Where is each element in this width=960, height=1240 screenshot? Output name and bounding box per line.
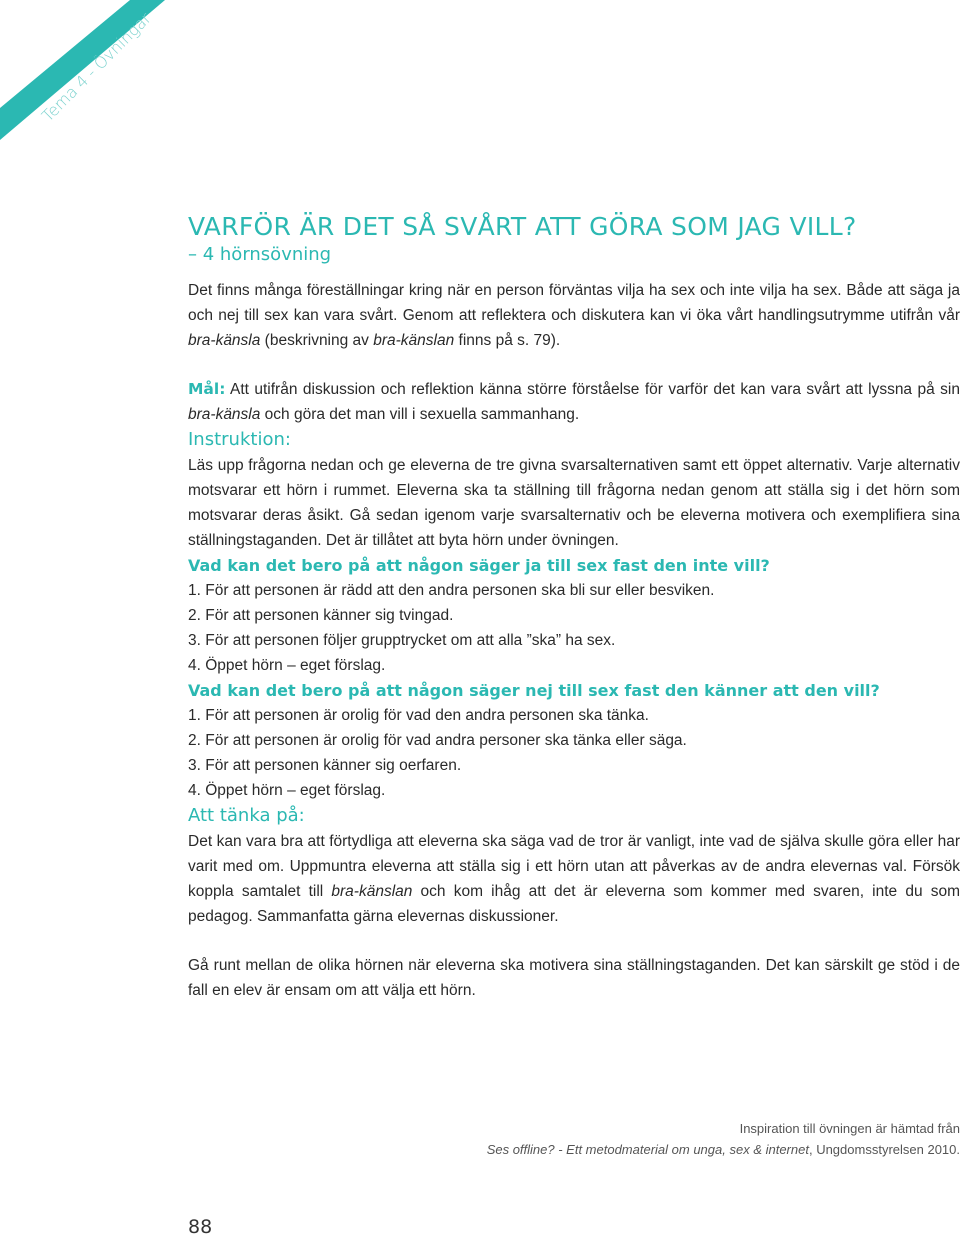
corner-decoration [0, 0, 200, 150]
question-1: Vad kan det bero på att någon säger ja till sex fast den inte vill? [188, 556, 770, 575]
goal-paragraph [188, 377, 960, 427]
goal-text-2: och göra det man vill i sexuella sammanhang. [260, 406, 580, 423]
goal-em-1: bra-känsla [188, 406, 261, 423]
instruction-paragraph: Läs upp frågorna nedan och ge eleverna de tre givna svarsalternativen samt ett öppet alternativ. Varje alternativ motsvarar ett hörn i rummet. Eleverna ska ta ställning till frågorna nedan genom att ställa sig i det hörn som motsvarar deras åsikt. Gå sedan igenom varje svarsalternativ och be eleverna motivera och exemplifiera sina ställningstaganden. Det är tillåtet att byta hörn under övningen. [188, 457, 960, 549]
reflect-paragraph-1 [188, 829, 960, 929]
question-2: Vad kan det bero på att någon säger nej till sex fast den känner att den vill? [188, 681, 880, 700]
goal-text-1: Att utifrån diskussion och reflektion känna större förståelse för varför det kan vara svårt att lyssna på sin [225, 381, 960, 398]
credit-rest: , Ungdomsstyrelsen 2010. [808, 1142, 960, 1157]
intro-text-3: finns på s. 79). [454, 332, 561, 349]
page-number: 88 [188, 1216, 213, 1238]
reflect-paragraph-2: Gå runt mellan de olika hörnen när eleverna ska motivera sina ställningstaganden. Det kan särskilt ge stöd i de fall en elev är ensam om att välja ett hörn. [188, 957, 960, 999]
instruction-heading: Instruktion: [188, 429, 291, 450]
option-item: 4. Öppet hörn – eget förslag. [188, 782, 386, 799]
reflect-text-2: och kom ihåg att det är eleverna som kommer med svaren, inte du som pedagog. Sammanfatta gärna elevernas diskussioner. [188, 883, 960, 925]
page-subtitle: – 4 hörnsövning [188, 244, 332, 265]
intro-em-2: bra-känslan [373, 332, 455, 349]
reflect-heading: Att tänka på: [188, 805, 305, 826]
corner-label: Tema 4 - Övningar [38, 8, 155, 126]
question-2-options [188, 703, 960, 803]
option-item: 1. För att personen är orolig för vad den andra personen ska tänka. [188, 707, 649, 724]
page-title: VARFÖR ÄR DET SÅ SVÅRT ATT GÖRA SOM JAG VILL? [188, 212, 857, 241]
credit-line-2 [487, 1139, 960, 1160]
intro-text-2: (beskrivning av [260, 332, 374, 349]
option-item: 4. Öppet hörn – eget förslag. [188, 657, 386, 674]
option-item: 1. För att personen är rädd att den andra personen ska bli sur eller besviken. [188, 582, 715, 599]
option-item: 3. För att personen följer grupptrycket om att alla ”ska” ha sex. [188, 632, 616, 649]
intro-paragraph [188, 278, 960, 353]
goal-label: Mål: [188, 380, 226, 398]
reflect-text-1: Det kan vara bra att förtydliga att eleverna ska säga vad de tror är vanligt, inte vad de själva skulle göra eller har varit med om. Uppmuntra eleverna att ställa sig i ett hörn utan att påverkas av de andra elevernas val. Försök koppla samtalet till [188, 833, 960, 900]
main-content [188, 212, 960, 1003]
reflect-em: bra-känslan [331, 883, 413, 900]
option-item: 3. För att personen känner sig oerfaren. [188, 757, 462, 774]
intro-em-1: bra-känsla [188, 332, 261, 349]
credit-line-1: Inspiration till övningen är hämtad från [739, 1121, 960, 1136]
credit-title: Ses offline? - Ett metodmaterial om unga, sex & internet [486, 1142, 809, 1157]
source-credit [487, 1118, 960, 1160]
question-1-options [188, 578, 960, 678]
option-item: 2. För att personen är orolig för vad andra personer ska tänka eller säga. [188, 732, 687, 749]
option-item: 2. För att personen känner sig tvingad. [188, 607, 454, 624]
intro-text-1: Det finns många föreställningar kring när en person förväntas vilja ha sex och inte vilja ha sex. Både att säga ja och nej till sex kan vara svårt. Genom att reflektera och diskutera kan vi öka vårt handlingsutrymme utifrån vår [188, 282, 960, 324]
